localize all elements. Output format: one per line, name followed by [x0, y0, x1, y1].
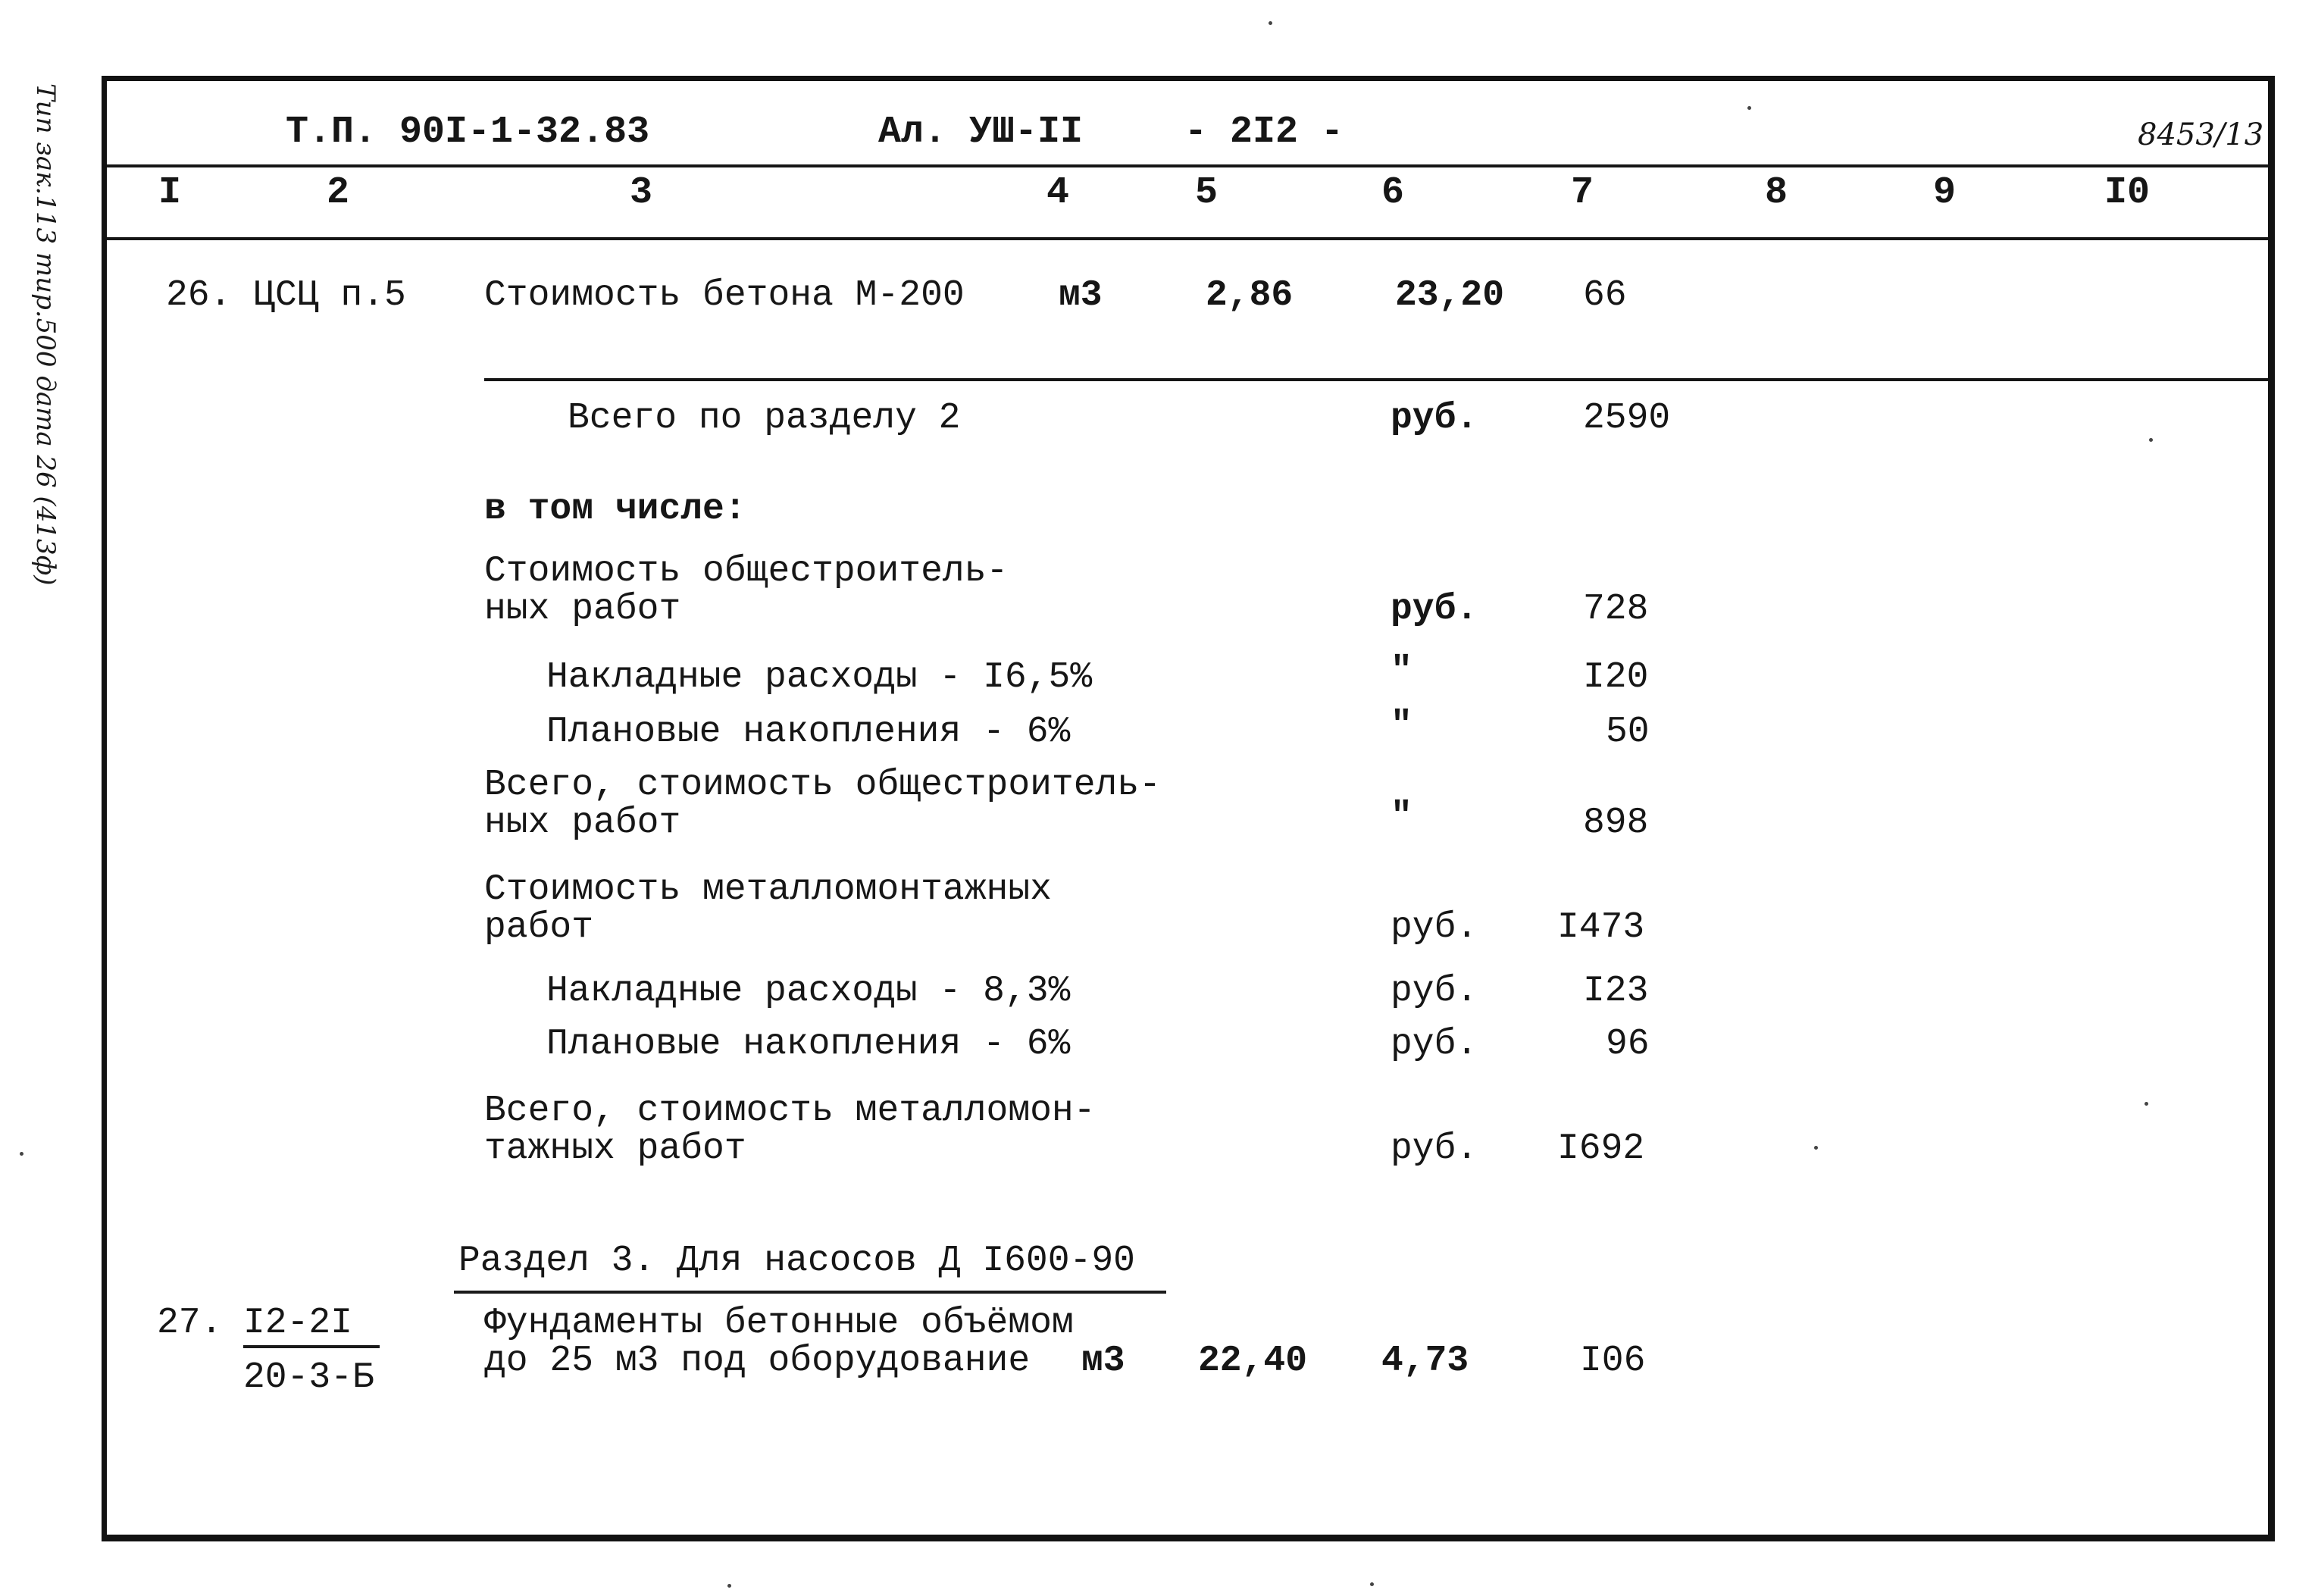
- item-name: Плановые накопления - 6%: [546, 712, 1071, 753]
- item-total: 728: [1583, 589, 1649, 630]
- column-number: I0: [2104, 171, 2151, 214]
- item-unit: ": [1391, 651, 1412, 692]
- scan-speck: [1747, 106, 1751, 110]
- margin-print-note: Тип зак.113 тир.500 дата 26 (413ф): [30, 83, 61, 586]
- item-total: 96: [1606, 1024, 1650, 1065]
- column-number: 4: [1046, 171, 1070, 214]
- item-name: Накладные расходы - I6,5%: [546, 657, 1093, 698]
- document-frame: [102, 76, 2275, 1541]
- item-name-line2: работ: [484, 907, 594, 948]
- item-unit: ": [1391, 796, 1412, 837]
- item-unit: руб.: [1391, 907, 1478, 948]
- including-label: в том числе:: [484, 489, 746, 530]
- item-total: I06: [1580, 1341, 1646, 1382]
- scan-speck: [2149, 438, 2153, 442]
- item-quantity: 22,40: [1198, 1341, 1308, 1382]
- item-total: I473: [1557, 907, 1645, 948]
- item-unit: ": [1391, 706, 1412, 746]
- section-total-label: Всего по разделу 2: [568, 398, 961, 439]
- column-number: 7: [1571, 171, 1594, 214]
- item-name-line1: Всего, стоимость общестроитель-: [484, 765, 1161, 806]
- item-name-line2: ных работ: [484, 803, 681, 843]
- item-total: I20: [1583, 657, 1649, 698]
- item-name: Стоимость бетона М-200: [484, 275, 965, 316]
- item-unit: руб.: [1391, 971, 1478, 1012]
- item-name-line2: ных работ: [484, 589, 681, 630]
- item-total: 50: [1606, 712, 1650, 753]
- item-name: Плановые накопления - 6%: [546, 1024, 1071, 1065]
- item-unit: м3: [1081, 1341, 1125, 1382]
- column-number: 6: [1381, 171, 1405, 214]
- column-number: 3: [630, 171, 653, 214]
- item-unit: руб.: [1391, 589, 1478, 630]
- scan-speck: [1370, 1582, 1374, 1586]
- item-price: 23,20: [1395, 275, 1505, 316]
- column-number: 9: [1933, 171, 1957, 214]
- column-number: 2: [327, 171, 350, 214]
- code-fraction-line: [243, 1345, 380, 1348]
- item-quantity: 2,86: [1206, 275, 1294, 316]
- row-number-code: 26. ЦСЦ п.5: [166, 275, 406, 316]
- item-unit: м3: [1059, 275, 1103, 316]
- header-divider: [107, 164, 2268, 167]
- item-name-line1: Фундаменты бетонные объёмом: [484, 1303, 1074, 1344]
- page-number: - 2I2 -: [1184, 111, 1344, 154]
- item-total: 898: [1583, 803, 1649, 843]
- section-title: Раздел 3. Для насосов Д I600-90: [458, 1241, 1135, 1281]
- item-total: I692: [1557, 1128, 1645, 1169]
- column-number: I: [158, 171, 182, 214]
- scan-speck: [1269, 21, 1272, 25]
- section-title-underline: [454, 1291, 1166, 1294]
- scan-speck: [2145, 1102, 2148, 1106]
- section-total-value: 2590: [1583, 398, 1671, 439]
- doc-code: Т.П. 90I-1-32.83: [286, 111, 650, 154]
- item-unit: руб.: [1391, 1128, 1478, 1169]
- column-number: 5: [1195, 171, 1219, 214]
- item-name-line1: Всего, стоимость металломон-: [484, 1091, 1096, 1131]
- scan-speck: [727, 1584, 731, 1588]
- item-total: 66: [1583, 275, 1627, 316]
- column-number: 8: [1765, 171, 1788, 214]
- row-number: 27.: [157, 1303, 223, 1344]
- inventory-number: 8453/13: [2138, 117, 2264, 152]
- item-name-line1: Стоимость общестроитель-: [484, 551, 1009, 592]
- item-name: Накладные расходы - 8,3%: [546, 971, 1071, 1012]
- item-name-line2: до 25 м3 под оборудование: [484, 1341, 1031, 1382]
- item-name-line2: тажных работ: [484, 1128, 746, 1169]
- section-total-unit: руб.: [1391, 398, 1478, 439]
- row-code-bottom: 20-3-Б: [243, 1357, 374, 1398]
- scan-speck: [1814, 1146, 1818, 1150]
- item-unit: руб.: [1391, 1024, 1478, 1065]
- column-header-divider: [107, 237, 2268, 240]
- album-code: Ал. УШ-II: [878, 111, 1084, 154]
- item-name-line1: Стоимость металломонтажных: [484, 869, 1052, 910]
- item-price: 4,73: [1381, 1341, 1469, 1382]
- row-code-top: I2-2I: [243, 1303, 353, 1344]
- section-divider: [484, 378, 2268, 381]
- item-total: I23: [1583, 971, 1649, 1012]
- scan-speck: [20, 1152, 23, 1156]
